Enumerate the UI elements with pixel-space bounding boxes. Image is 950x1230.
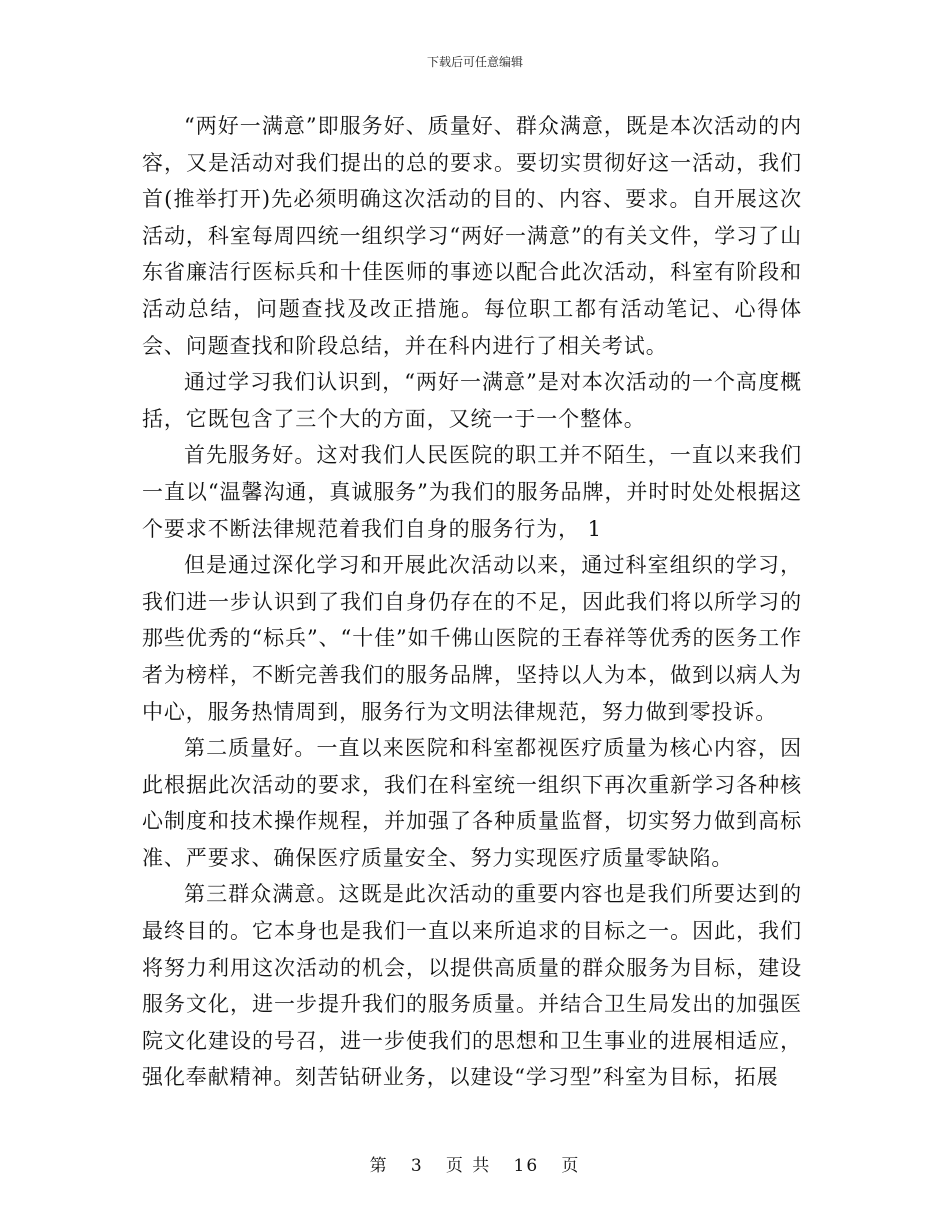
footer-page-current: 3 xyxy=(410,1156,424,1176)
paragraph-6: 第三群众满意。这既是此次活动的重要内容也是我们所要达到的最终目的。它本身也是我们一直以来所追求的目标之一。因此，我们将努力利用这次活动的机会，以提供高质量的群众服务为目标，建设服务文化，进一步提升我们的服务质量。并结合卫生局发出的加强医院文化建设的号召，进一步使我们的思想和卫生事业的进展相适应，强化奉献精神。刻苦钻研业务，以建设“学习型”科室为目标，拓展 xyxy=(142,882,802,1090)
paragraph-1: “两好一满意”即服务好、质量好、群众满意，既是本次活动的内容，又是活动对我们提出的总的要求。要切实贯彻好这一活动，我们首(推举打开)先必须明确这次活动的目的、内容、要求。自开展这次活动，科室每周四统一组织学习“两好一满意”的有关文件，学习了山东省廉洁行医标兵和十佳医师的事迹以配合此次活动，科室有阶段和活动总结，问题查找及改正措施。每位职工都有活动笔记、心得体会、问题查找和阶段总结，并在科内进行了相关考试。 xyxy=(142,114,802,358)
paragraph-4: 但是通过深化学习和开展此次活动以来，通过科室组织的学习，我们进一步认识到了我们自身仍存在的不足，因此我们将以所学习的那些优秀的“标兵”、“十佳”如千佛山医院的王春祥等优秀的医务工作者为榜样，不断完善我们的服务品牌，坚持以人为本，做到以病人为中心，服务热情周到，服务行为文明法律规范，努力做到零投诉。 xyxy=(142,553,802,724)
paragraph-3: 首先服务好。这对我们人民医院的职工并不陌生，一直以来我们一直以“温馨沟通，真诚服务”为我们的服务品牌，并时时处处根据这个要求不断法律规范着我们自身的服务行为， 1 xyxy=(142,443,802,541)
footer-suffix: 页 xyxy=(561,1156,581,1176)
footer-prefix: 第 xyxy=(369,1156,389,1176)
page-footer xyxy=(0,1155,950,1177)
paragraph-5: 第二质量好。一直以来医院和科室都视医疗质量为核心内容，因此根据此次活动的要求，我们在科室统一组织下再次重新学习各种核心制度和技术操作规程，并加强了各种质量监督，切实努力做到高标准、严要求、确保医疗质量安全、努力实现医疗质量零缺陷。 xyxy=(142,736,802,870)
footer-page-total: 16 xyxy=(513,1156,540,1176)
page-header-note: 下载后可任意编辑 xyxy=(426,55,523,69)
document-body xyxy=(142,108,802,1096)
footer-mid: 页 共 xyxy=(445,1156,492,1176)
paragraph-2: 通过学习我们认识到，“两好一满意”是对本次活动的一个高度概括，它既包含了三个大的方面，又统一于一个整体。 xyxy=(142,370,802,431)
